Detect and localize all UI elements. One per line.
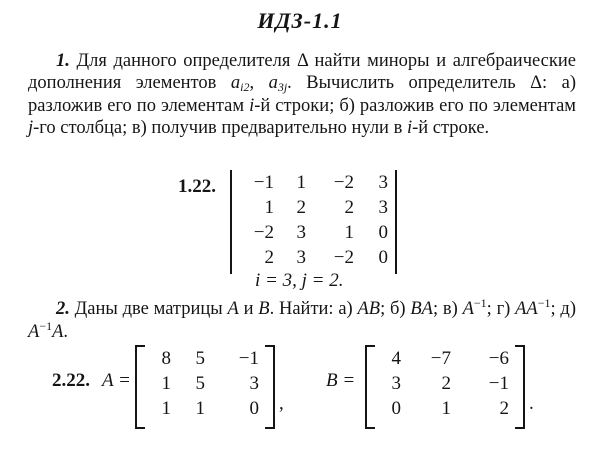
matrix-cell: 1 [296,172,306,193]
inverse-exponent: −1 [39,319,53,333]
problem-2-number: 2. [56,299,70,319]
problem-1-text-part: -го столбца; в) получив предварительно нули в [33,118,407,138]
problem-2-text-part: ; б) [380,299,411,319]
matrix-cell: −2 [253,222,274,243]
problem-2-text [28,298,576,344]
inverse-a: A [28,322,40,342]
matrix-cell: 3 [378,197,388,218]
matrix-cell: −1 [488,373,509,394]
matrix-cell: 1 [441,398,451,419]
matrix-cell: 3 [378,172,388,193]
matrix-cell: −7 [430,348,451,369]
problem-1-text [28,50,576,139]
problem-2-text-part: ; г) [486,299,516,319]
separator: , [249,73,269,93]
matrix-cell: 2 [441,373,451,394]
element-a-subscript: i2 [240,80,250,94]
problem-2-text-part: Даны две матрицы [74,299,228,319]
matrix-cell: 0 [378,247,388,268]
matrix-cell: 8 [161,348,171,369]
index-j: j [28,118,34,138]
matrix-cell: 2 [264,247,274,268]
matrix-b-label: B = [326,370,356,391]
matrix-cell: 0 [391,398,401,419]
problem-2-text-part: и [238,299,259,319]
problem-2-text-part: . [63,322,69,342]
bracket-right [265,345,275,429]
inverse-exponent: −1 [537,296,551,310]
matrix-cell: 1 [195,398,205,419]
page-title: ИДЗ-1.1 [257,8,343,33]
matrix-cell: −1 [253,172,274,193]
element-a-subscript: 3j [277,80,288,94]
matrix-cell: 4 [391,348,401,369]
matrix-name-a: A [52,322,64,342]
bracket-left [365,345,375,429]
problem-2-text-part: ; в) [432,299,463,319]
matrix-name-b: B [258,299,270,319]
problem-1-text-part: Для данного определителя Δ найти миноры и алгебраические дополнения элементов [28,51,576,93]
matrix-cell: 3 [249,373,259,394]
matrix-cell: 1 [161,373,171,394]
matrix-cell: 2 [344,197,354,218]
index-condition: i = 3, j = 2. [255,270,344,291]
inverse-a: A [462,299,474,319]
matrix-a-grid [145,348,265,423]
matrix-cell: 1 [161,398,171,419]
problem-2-paragraph [28,298,576,344]
variant-label: 1.22. [178,176,216,197]
matrix-a [135,345,275,425]
determinant-right-bar [395,170,397,274]
problem-1-text-part: -й строке. [412,118,490,138]
product-aa: AA [515,299,538,319]
matrix-b [365,345,525,425]
determinant-matrix [238,172,392,272]
index-i: i [406,118,413,138]
product-ab: AB [357,299,381,319]
determinant-left-bar [230,170,232,274]
matrix-cell: 5 [195,373,205,394]
matrix-cell: 5 [195,348,205,369]
matrix-cell: 3 [296,222,306,243]
element-a: a [268,73,278,93]
matrix-a-punctuation: , [279,393,284,414]
matrix-cell: 1 [264,197,274,218]
variant-label: 2.22. [52,370,90,391]
product-ba: BA [410,299,433,319]
matrix-cell: 0 [378,222,388,243]
problem-2-text-part: ; д) [550,299,577,319]
problem-1-text-part: . Вычислить определитель Δ: а) разложив его по элементам [28,73,577,116]
element-a: a [230,73,241,93]
matrix-b-grid [375,348,515,423]
matrix-cell: 0 [249,398,259,419]
matrix-cell: −1 [238,348,259,369]
inverse-exponent: −1 [473,296,487,310]
index-i: i [249,96,255,116]
matrix-cell: 3 [391,373,401,394]
bracket-left [135,345,145,429]
problem-2-text-part: . Найти: а) [269,299,358,319]
matrix-cell: −6 [488,348,509,369]
matrix-cell: 1 [344,222,354,243]
matrix-name-a: A [227,299,239,319]
matrix-cell: −2 [333,247,354,268]
matrix-b-punctuation: . [529,393,534,414]
matrix-cell: −2 [333,172,354,193]
problem-1-number: 1. [56,51,70,71]
matrix-a-label: A = [102,370,131,391]
problem-1-paragraph [28,50,576,139]
problem-1-text-part: -й строки; б) разложив его по элементам [254,96,576,116]
bracket-right [515,345,525,429]
matrix-cell: 2 [296,197,306,218]
matrix-cell: 2 [499,398,509,419]
matrix-cell: 3 [296,247,306,268]
